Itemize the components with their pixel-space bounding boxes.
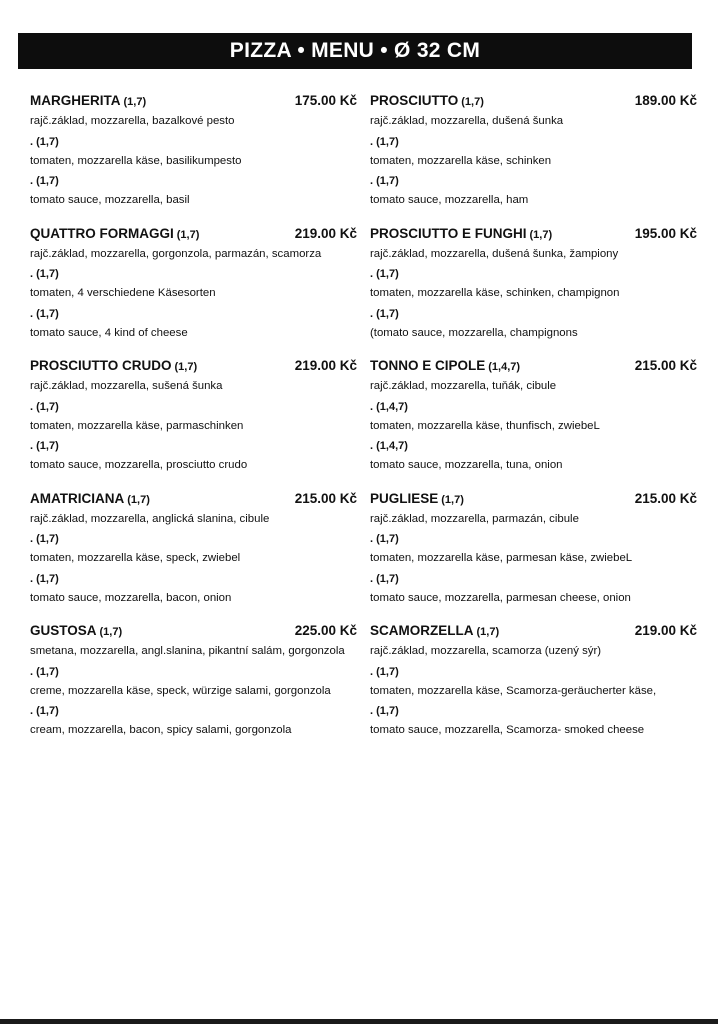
item-desc-en: cream, mozzarella, bacon, spicy salami, gorgonzola <box>30 724 292 736</box>
item-allergens: (1,7) <box>123 96 147 108</box>
item-desc-en: tomato sauce, mozzarella, Scamorza- smoked cheese <box>370 724 645 736</box>
item-desc-en: tomato sauce, mozzarella, parmesan cheese, onion <box>370 591 631 604</box>
item-desc-de: tomaten, mozzarella käse, basilikumpesto <box>30 154 242 167</box>
item-allergens: (1,7) <box>127 493 150 506</box>
item-price: 219.00 Kč <box>294 358 357 373</box>
menu-item <box>370 491 697 608</box>
item-allergen-tag: . (1,7) <box>370 705 399 717</box>
item-desc-cz: smetana, mozzarella, angl.slanina, pikantní salám, gorgonzola <box>30 645 345 657</box>
item-price: 215.00 Kč <box>634 358 697 373</box>
item-desc-en: tomato sauce, mozzarella, prosciutto crudo <box>30 459 248 471</box>
item-allergen-tag: . (1,7) <box>370 135 399 148</box>
item-allergen-tag: . (1,4,7) <box>370 440 408 452</box>
item-desc-de: tomaten, mozzarella käse, parmaschinken <box>30 419 244 432</box>
item-allergen-tag: . (1,7) <box>370 533 399 545</box>
item-price: 225.00 Kč <box>294 623 357 638</box>
menu-item <box>370 93 697 210</box>
item-allergen-tag: . (1,7) <box>30 175 59 187</box>
menu-item <box>30 491 357 608</box>
item-price: 175.00 Kč <box>294 93 357 108</box>
item-allergen-tag: . (1,7) <box>30 665 59 678</box>
item-desc-cz: rajč.základ, mozzarella, gorgonzola, parmazán, scamorza <box>30 247 322 260</box>
item-desc-cz: rajč.základ, mozzarella, dušená šunka <box>370 115 564 127</box>
item-allergen-tag: . (1,7) <box>370 307 399 320</box>
menu-column-right <box>370 93 697 756</box>
item-allergens: (1,7) <box>99 626 123 638</box>
item-desc-en: tomato sauce, mozzarella, tuna, onion <box>370 459 563 471</box>
item-name: AMATRICIANA <box>30 490 125 506</box>
item-name: PROSCIUTTO <box>370 93 459 108</box>
page-title: PIZZA • MENU • Ø 32 CM <box>229 39 481 62</box>
item-desc-en: tomato sauce, 4 kind of cheese <box>30 326 188 339</box>
item-price: 219.00 Kč <box>294 225 357 241</box>
item-desc-cz: rajč.základ, mozzarella, tuňák, cibule <box>370 380 557 392</box>
item-desc-cz: rajč.základ, mozzarella, dušená šunka, žampiony <box>370 247 619 260</box>
item-price: 195.00 Kč <box>634 225 697 241</box>
item-name: SCAMORZELLA <box>370 623 474 638</box>
item-allergen-tag: . (1,7) <box>370 268 399 280</box>
menu-item <box>370 358 697 475</box>
item-desc-de: tomaten, mozzarella käse, thunfisch, zwiebeL <box>370 419 600 432</box>
item-allergen-tag: . (1,7) <box>370 665 399 678</box>
item-desc-cz: rajč.základ, mozzarella, sušená šunka <box>30 380 223 392</box>
menu-item <box>370 623 697 740</box>
item-allergen-tag: . (1,4,7) <box>370 400 408 413</box>
item-allergens: (1,7) <box>529 228 553 241</box>
menu-column-left <box>30 93 357 756</box>
item-allergen-tag: . (1,7) <box>30 705 59 717</box>
item-desc-cz: rajč.základ, mozzarella, parmazán, cibule <box>370 512 579 525</box>
item-desc-de: tomaten, mozzarella käse, parmesan käse, zwiebeL <box>370 552 633 564</box>
bottom-divider <box>0 1019 718 1024</box>
item-allergens: (1,7) <box>174 361 198 373</box>
item-allergen-tag: . (1,7) <box>370 572 399 585</box>
menu-item <box>370 226 697 343</box>
item-name: MARGHERITA <box>30 93 121 108</box>
item-name: PROSCIUTTO CRUDO <box>30 358 172 373</box>
menu-item <box>30 93 357 210</box>
item-allergen-tag: . (1,7) <box>30 135 59 148</box>
item-desc-en: (tomato sauce, mozzarella, champignons <box>370 326 578 339</box>
item-desc-en: tomato sauce, mozzarella, bacon, onion <box>30 591 232 604</box>
item-allergen-tag: . (1,7) <box>30 307 59 320</box>
item-allergen-tag: . (1,7) <box>370 175 399 187</box>
item-allergen-tag: . (1,7) <box>30 533 59 545</box>
item-price: 219.00 Kč <box>634 623 697 638</box>
item-desc-en: tomato sauce, mozzarella, ham <box>370 194 529 206</box>
item-desc-cz: rajč.základ, mozzarella, scamorza (uzený sýr) <box>370 645 602 657</box>
item-allergen-tag: . (1,7) <box>30 572 59 585</box>
item-name: PROSCIUTTO E FUNGHI <box>370 225 527 241</box>
item-desc-en: tomato sauce, mozzarella, basil <box>30 194 190 206</box>
item-name: QUATTRO FORMAGGI <box>30 225 174 241</box>
item-price: 215.00 Kč <box>294 490 357 506</box>
menu-item <box>30 226 357 343</box>
item-desc-de: tomaten, mozzarella käse, schinken <box>370 154 552 167</box>
item-allergens: (1,7) <box>176 228 200 241</box>
item-desc-de: tomaten, mozzarella käse, speck, zwiebel <box>30 552 241 564</box>
item-name: TONNO E CIPOLE <box>370 358 486 373</box>
item-allergen-tag: . (1,7) <box>30 268 59 280</box>
menu-header <box>18 33 692 69</box>
item-price: 215.00 Kč <box>634 490 697 506</box>
item-allergens: (1,7) <box>461 96 484 108</box>
menu-item <box>30 623 357 740</box>
item-allergens: (1,7) <box>441 493 464 506</box>
item-desc-de: creme, mozzarella käse, speck, würzige salami, gorgonzola <box>30 684 331 697</box>
menu-item <box>30 358 357 475</box>
item-allergens: (1,7) <box>476 626 500 638</box>
item-name: GUSTOSA <box>30 623 97 638</box>
item-allergen-tag: . (1,7) <box>30 400 59 413</box>
item-desc-de: tomaten, mozzarella käse, schinken, champignon <box>370 287 620 299</box>
item-allergen-tag: . (1,7) <box>30 440 59 452</box>
item-name: PUGLIESE <box>370 490 439 506</box>
item-desc-cz: rajč.základ, mozzarella, bazalkové pesto <box>30 115 235 127</box>
item-desc-cz: rajč.základ, mozzarella, anglická slanina, cibule <box>30 512 270 525</box>
item-desc-de: tomaten, 4 verschiedene Käsesorten <box>30 287 216 299</box>
item-price: 189.00 Kč <box>634 93 697 108</box>
item-desc-de: tomaten, mozzarella käse, Scamorza-geräucherter käse, <box>370 684 657 697</box>
item-allergens: (1,4,7) <box>488 361 521 373</box>
